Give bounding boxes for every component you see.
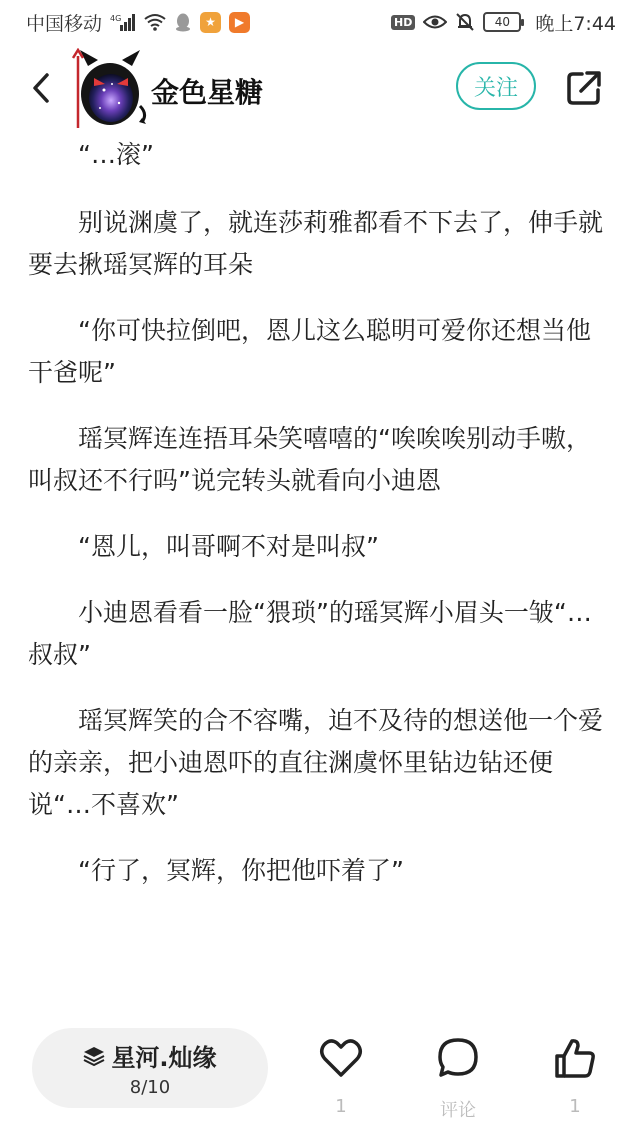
chapter-page-indicator: 8/10 <box>129 1077 171 1098</box>
paragraph: “恩儿，叫哥啊不对是叫叔” <box>78 532 379 561</box>
signal-icon <box>110 13 136 31</box>
mute-bell-icon <box>455 12 475 32</box>
network-type-label: 4G <box>110 14 122 23</box>
app-notification-icon: ★ <box>200 12 221 33</box>
status-right <box>391 9 616 36</box>
status-left <box>26 9 250 36</box>
avatar[interactable] <box>72 48 148 130</box>
back-button[interactable] <box>26 70 56 106</box>
share-button[interactable] <box>564 68 604 108</box>
article-header <box>0 44 640 134</box>
status-bar <box>0 0 640 44</box>
devil-avatar-icon <box>72 48 148 130</box>
clock: 晚上7:44 <box>535 12 616 35</box>
qq-icon <box>174 12 192 32</box>
like-button[interactable] <box>306 1028 376 1138</box>
author-name[interactable]: 金色星糖 <box>151 76 264 109</box>
chapter-selector[interactable] <box>32 1028 268 1108</box>
heart-icon <box>319 1036 363 1080</box>
battery-icon <box>483 12 521 32</box>
article-body <box>28 134 612 916</box>
comment-bubble-icon <box>436 1036 480 1080</box>
video-app-icon: ▶ <box>229 12 250 33</box>
wifi-icon <box>144 13 166 31</box>
thumbs-up-icon <box>553 1036 597 1080</box>
hd-icon: HD <box>391 15 415 30</box>
paragraph: “行了，冥辉，你把他吓着了” <box>78 856 404 885</box>
paragraph: 别说渊虞了，就连莎莉雅都看不下去了，伸手就要去揪瑶冥辉的耳朵 <box>28 208 604 279</box>
follow-button[interactable]: 关注 <box>456 62 536 110</box>
layers-icon <box>83 1045 105 1067</box>
thumbs-up-button[interactable] <box>540 1028 610 1138</box>
paragraph: “…滚” <box>78 140 154 169</box>
thumbs-up-count: 1 <box>569 1096 581 1117</box>
share-icon <box>564 68 604 108</box>
battery-level: 40 <box>494 15 510 29</box>
like-count: 1 <box>335 1096 347 1117</box>
chapter-title: 星河.灿缘 <box>111 1044 217 1072</box>
carrier-label: 中国移动 <box>26 12 103 35</box>
paragraph: 瑶冥辉笑的合不容嘴，迫不及待的想送他一个爱的亲亲，把小迪恩吓的直往渊虞怀里钻边钻还便说“…不喜欢” <box>28 706 604 819</box>
comment-button[interactable] <box>423 1028 493 1138</box>
bottom-action-bar <box>0 1028 640 1138</box>
eye-icon <box>423 14 447 30</box>
chapter-title-row <box>83 1038 216 1073</box>
paragraph: “你可快拉倒吧，恩儿这么聪明可爱你还想当他干爸呢” <box>28 316 591 387</box>
paragraph: 瑶冥辉连连捂耳朵笑嘻嘻的“唉唉唉别动手嗷，叫叔还不行吗”说完转头就看向小迪恩 <box>28 424 591 495</box>
comment-label: 评论 <box>440 1100 476 1121</box>
paragraph: 小迪恩看看一脸“猥琐”的瑶冥辉小眉头一皱“…叔叔” <box>28 598 592 669</box>
back-arrow-icon <box>31 72 51 104</box>
